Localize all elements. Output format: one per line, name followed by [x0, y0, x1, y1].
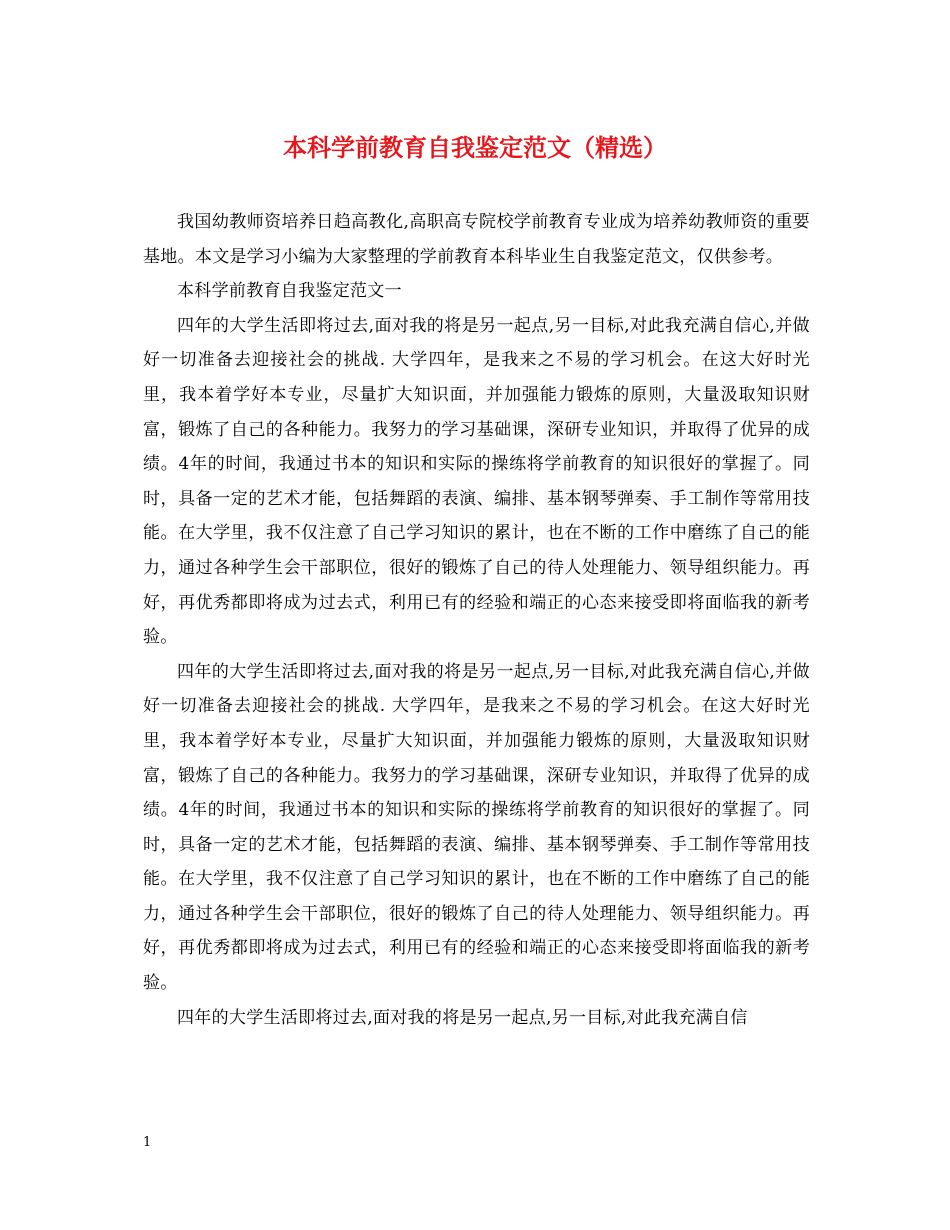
document-body: [143, 205, 810, 1035]
section-heading: 本科学前教育自我鉴定范文一: [177, 281, 402, 302]
intro-paragraph: 我国幼教师资培养日趋高教化,高职高专院校学前教育专业成为培养幼教师资的重要基地。本文是学习小编为大家整理的学前教育本科毕业生自我鉴定范文，仅供参考。: [143, 212, 810, 267]
page-number: 1: [143, 1135, 152, 1150]
body-paragraph: 四年的大学生活即将过去,面对我的将是另一起点,另一目标,对此我充满自信: [177, 1007, 748, 1028]
body-paragraph: 四年的大学生活即将过去,面对我的将是另一起点,另一目标,对此我充满自信心,并做好一切准备去迎接社会的挑战. 大学四年，是我来之不易的学习机会。在这大好时光里，我本着学好本专业，尽量扩大知识面，并加强能力锻炼的原则，大量汲取知识财富，锻炼了自己的各种能力。我努力的学习基础课，深研专业知识，并取得了优异的成绩。4年的时间，我通过书本的知识和实际的操练将学前教育的知识很好的掌握了。同时，具备一定的艺术才能，包括舞蹈的表演、编排、基本钢琴弹奏、手工制作等常用技能。在大学里，我不仅注意了自己学习知识的累计，也在不断的工作中磨练了自己的能力，通过各种学生会干部职位，很好的锻炼了自己的待人处理能力、领导组织能力。再好，再优秀都即将成为过去式，利用已有的经验和端正的心态来接受即将面临我的新考验。: [143, 315, 810, 648]
document-title: 本科学前教育自我鉴定范文（精选）: [283, 133, 667, 162]
body-paragraph: 四年的大学生活即将过去,面对我的将是另一起点,另一目标,对此我充满自信心,并做好一切准备去迎接社会的挑战. 大学四年，是我来之不易的学习机会。在这大好时光里，我本着学好本专业，尽量扩大知识面，并加强能力锻炼的原则，大量汲取知识财富，锻炼了自己的各种能力。我努力的学习基础课，深研专业知识，并取得了优异的成绩。4年的时间，我通过书本的知识和实际的操练将学前教育的知识很好的掌握了。同时，具备一定的艺术才能，包括舞蹈的表演、编排、基本钢琴弹奏、手工制作等常用技能。在大学里，我不仅注意了自己学习知识的累计，也在不断的工作中磨练了自己的能力，通过各种学生会干部职位，很好的锻炼了自己的待人处理能力、领导组织能力。再好，再优秀都即将成为过去式，利用已有的经验和端正的心态来接受即将面临我的新考验。: [143, 661, 810, 994]
